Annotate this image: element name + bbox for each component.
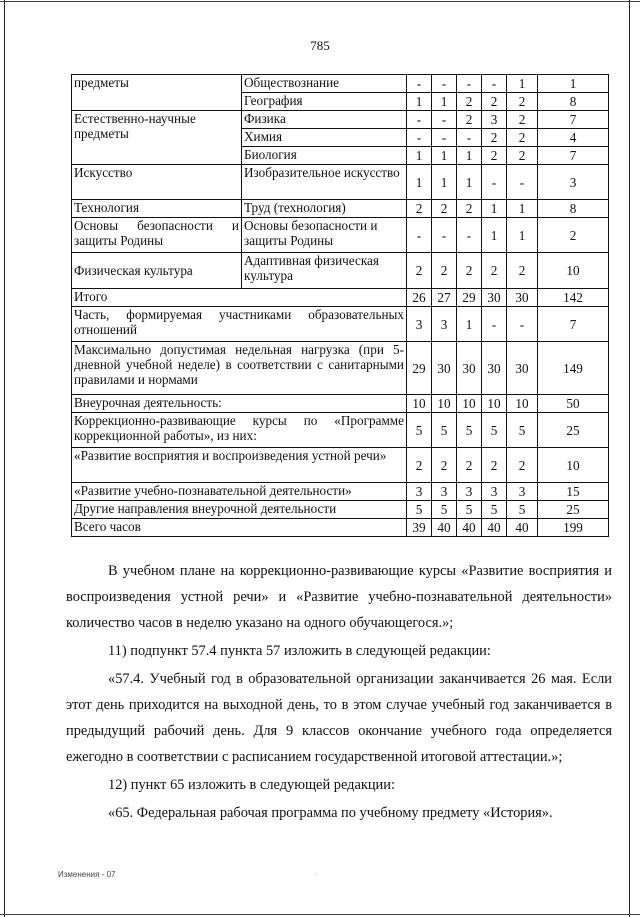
table-row xyxy=(72,218,609,253)
hours-cell: - xyxy=(457,129,482,147)
summary-label: Другие направления внеурочной деятельности xyxy=(72,501,407,519)
summary-label: Максимально допустимая недельная нагрузка (при 5-дневной учебной неделе) в соответствии с санитарными правилами и нормами xyxy=(72,342,407,395)
summary-row xyxy=(72,483,609,501)
hours-cell: 3 xyxy=(482,483,507,501)
total-cell: 2 xyxy=(538,218,609,253)
hours-cell: 10 xyxy=(507,395,538,413)
hours-cell: 2 xyxy=(507,129,538,147)
hours-cell: 10 xyxy=(457,395,482,413)
hours-cell: 5 xyxy=(507,501,538,519)
summary-label: «Развитие учебно-познавательной деятельности» xyxy=(72,483,407,501)
hours-cell: 1 xyxy=(407,165,432,200)
total-cell: 3 xyxy=(538,165,609,200)
hours-cell: 5 xyxy=(407,501,432,519)
hours-cell: 29 xyxy=(407,342,432,395)
hours-cell: 27 xyxy=(432,289,457,307)
hours-cell: 2 xyxy=(457,200,482,218)
paragraph-amendment-11: 11) подпункт 57.4 пункта 57 изложить в следующей редакции: xyxy=(108,643,491,659)
hours-cell: 2 xyxy=(432,200,457,218)
subject-area-cell: Технология xyxy=(72,200,242,218)
summary-label: Внеурочная деятельность: xyxy=(72,395,407,413)
total-cell: 4 xyxy=(538,129,609,147)
hours-cell: 26 xyxy=(407,289,432,307)
paragraph-amendment-12: 12) пункт 65 изложить в следующей редакции: xyxy=(108,777,395,793)
total-cell: 8 xyxy=(538,93,609,111)
summary-label: Коррекционно-развивающие курсы по «Программе коррекционной работы», из них: xyxy=(72,413,407,448)
total-cell: 8 xyxy=(538,200,609,218)
hours-cell: 10 xyxy=(432,395,457,413)
paragraph-clause-65: «65. Федеральная рабочая программа по учебному предмету «История». xyxy=(108,805,553,821)
hours-cell: - xyxy=(482,75,507,93)
hours-cell: 40 xyxy=(457,519,482,537)
hours-cell: - xyxy=(482,165,507,200)
hours-cell: 30 xyxy=(457,342,482,395)
hours-cell: 2 xyxy=(507,253,538,289)
scan-border-bottom xyxy=(0,914,640,915)
subject-area-cell: предметы xyxy=(72,75,242,111)
hours-cell: 40 xyxy=(507,519,538,537)
hours-cell: 5 xyxy=(482,413,507,448)
hours-cell: 1 xyxy=(432,93,457,111)
footer-label: Изменения - 07 xyxy=(58,870,116,879)
subject-cell: Обществознание xyxy=(242,75,407,93)
hours-cell: 2 xyxy=(482,129,507,147)
subject-area-cell: Искусство xyxy=(72,165,242,200)
hours-cell: 30 xyxy=(432,342,457,395)
hours-cell: 10 xyxy=(482,395,507,413)
scan-border-right xyxy=(629,0,630,917)
hours-cell: 2 xyxy=(482,253,507,289)
page-number: 785 xyxy=(310,38,330,53)
hours-cell: 2 xyxy=(482,448,507,483)
hours-cell: - xyxy=(457,75,482,93)
hours-cell: 2 xyxy=(407,448,432,483)
hours-cell: 1 xyxy=(482,218,507,253)
hours-cell: 40 xyxy=(432,519,457,537)
hours-cell: 30 xyxy=(507,342,538,395)
hours-cell: 1 xyxy=(407,93,432,111)
subject-area-cell: Основы безопасности и защиты Родины xyxy=(72,218,242,253)
hours-cell: 2 xyxy=(432,253,457,289)
hours-cell: - xyxy=(507,307,538,342)
hours-cell: 1 xyxy=(482,200,507,218)
hours-cell: 2 xyxy=(457,253,482,289)
summary-row xyxy=(72,413,609,448)
table-row xyxy=(72,253,609,289)
summary-row xyxy=(72,501,609,519)
hours-cell: - xyxy=(407,75,432,93)
hours-cell: 1 xyxy=(507,218,538,253)
hours-cell: - xyxy=(407,111,432,129)
hours-cell: 30 xyxy=(482,289,507,307)
total-cell: 142 xyxy=(538,289,609,307)
total-cell: 199 xyxy=(538,519,609,537)
hours-cell: 2 xyxy=(507,93,538,111)
subject-cell: Изобразительное искусство xyxy=(242,165,407,200)
total-cell: 149 xyxy=(538,342,609,395)
hours-cell: 3 xyxy=(407,307,432,342)
footer-mark: · xyxy=(314,870,317,879)
hours-cell: 3 xyxy=(407,483,432,501)
subject-area-cell: Физическая культура xyxy=(72,253,242,289)
hours-cell: 3 xyxy=(432,483,457,501)
table-row xyxy=(72,111,609,129)
hours-cell: - xyxy=(432,75,457,93)
subject-cell: Химия xyxy=(242,129,407,147)
subject-area-cell: Естественно-научные предметы xyxy=(72,111,242,165)
hours-cell: 2 xyxy=(482,147,507,165)
total-cell: 10 xyxy=(538,253,609,289)
total-cell: 10 xyxy=(538,448,609,483)
curriculum-table xyxy=(71,74,609,537)
hours-cell: 10 xyxy=(407,395,432,413)
total-cell: 15 xyxy=(538,483,609,501)
hours-cell: 3 xyxy=(432,307,457,342)
total-cell: 50 xyxy=(538,395,609,413)
hours-cell: 1 xyxy=(457,165,482,200)
hours-cell: 2 xyxy=(407,253,432,289)
hours-cell: 1 xyxy=(457,307,482,342)
summary-label: Часть, формируемая участниками образовательных отношений xyxy=(72,307,407,342)
total-cell: 7 xyxy=(538,111,609,129)
table-row xyxy=(72,75,609,93)
summary-row xyxy=(72,307,609,342)
hours-cell: - xyxy=(507,165,538,200)
paragraph-clause-57-4: «57.4. Учебный год в образовательной организации заканчивается 26 мая. Если этот день приходится на выходной день, то в этом случае учебный год заканчивается в предыдущий рабочий день. Для 9 классов окончание учебного года определяется ежегодно в соответствии с расписанием государственной итоговой аттестации.»; xyxy=(66,671,612,765)
hours-cell: 1 xyxy=(432,147,457,165)
summary-row xyxy=(72,289,609,307)
summary-row xyxy=(72,395,609,413)
total-cell: 25 xyxy=(538,501,609,519)
hours-cell: 40 xyxy=(482,519,507,537)
hours-cell: 3 xyxy=(457,483,482,501)
hours-cell: 2 xyxy=(507,111,538,129)
hours-cell: 3 xyxy=(482,111,507,129)
hours-cell: - xyxy=(407,218,432,253)
scan-border-left xyxy=(4,0,5,917)
summary-label: Итого xyxy=(72,289,407,307)
subject-cell: Биология xyxy=(242,147,407,165)
hours-cell: 5 xyxy=(457,413,482,448)
subject-cell: Труд (технология) xyxy=(242,200,407,218)
hours-cell: 5 xyxy=(507,413,538,448)
hours-cell: 3 xyxy=(507,483,538,501)
table-row xyxy=(72,200,609,218)
hours-cell: 2 xyxy=(457,448,482,483)
hours-cell: 2 xyxy=(482,93,507,111)
subject-cell: Основы безопасности и защиты Родины xyxy=(242,218,407,253)
total-cell: 1 xyxy=(538,75,609,93)
hours-cell: - xyxy=(482,307,507,342)
subject-cell: Физика xyxy=(242,111,407,129)
hours-cell: 2 xyxy=(457,93,482,111)
total-cell: 7 xyxy=(538,307,609,342)
body-text xyxy=(66,558,612,826)
hours-cell: - xyxy=(432,218,457,253)
hours-cell: 1 xyxy=(457,147,482,165)
hours-cell: 39 xyxy=(407,519,432,537)
summary-row xyxy=(72,342,609,395)
hours-cell: 2 xyxy=(507,147,538,165)
hours-cell: 1 xyxy=(507,200,538,218)
paragraph-course-note: В учебном плане на коррекционно-развивающие курсы «Развитие восприятия и воспроизведения устной речи» и «Развитие учебно-познавательной деятельности» количество часов в неделю указано на одного обучающегося.»; xyxy=(66,563,612,631)
summary-label: Всего часов xyxy=(72,519,407,537)
subject-cell: География xyxy=(242,93,407,111)
summary-label: «Развитие восприятия и воспроизведения устной речи» xyxy=(72,448,407,483)
summary-row xyxy=(72,448,609,483)
scan-border-top xyxy=(0,1,640,2)
total-cell: 7 xyxy=(538,147,609,165)
hours-cell: 5 xyxy=(482,501,507,519)
hours-cell: 2 xyxy=(432,448,457,483)
summary-row xyxy=(72,519,609,537)
table-row xyxy=(72,165,609,200)
hours-cell: 5 xyxy=(407,413,432,448)
hours-cell: 30 xyxy=(482,342,507,395)
subject-cell: Адаптивная физическая культура xyxy=(242,253,407,289)
hours-cell: 1 xyxy=(432,165,457,200)
total-cell: 25 xyxy=(538,413,609,448)
hours-cell: - xyxy=(432,111,457,129)
hours-cell: 1 xyxy=(407,147,432,165)
hours-cell: 5 xyxy=(432,413,457,448)
hours-cell: - xyxy=(457,218,482,253)
hours-cell: 1 xyxy=(507,75,538,93)
hours-cell: 5 xyxy=(432,501,457,519)
hours-cell: 2 xyxy=(407,200,432,218)
hours-cell: 5 xyxy=(457,501,482,519)
hours-cell: 30 xyxy=(507,289,538,307)
hours-cell: 29 xyxy=(457,289,482,307)
hours-cell: - xyxy=(407,129,432,147)
hours-cell: 2 xyxy=(507,448,538,483)
hours-cell: - xyxy=(432,129,457,147)
hours-cell: 2 xyxy=(457,111,482,129)
